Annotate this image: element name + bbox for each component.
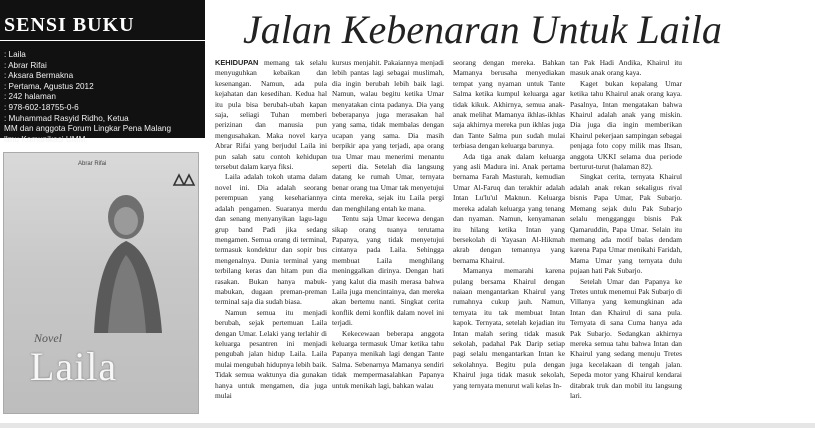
info-title: : Laila — [4, 50, 26, 59]
paragraph-text: memang tak selalu menyuguhkan kebaikan dan kesenangan. Namun, ada pula kejahatan dan kesedihan. Kedua hal itu pula bisa berubah-ubah kapan saja, seliagi Tuhan memberi perizinan dan manusia pun mengusahakan. Maka novel karya Abrar Rifai yang berjudul Laila ini pun salah satu contoh kehidupan tersebut dalam karya fiksi. — [215, 58, 327, 172]
page-bottom-edge — [0, 423, 815, 428]
sidebar-divider — [0, 40, 205, 41]
paragraph: Laila adalah tokoh utama dalam novel ini. Dia adalah seorang perempuan yang kesehariannya adalah pengamen. Suaranya merdu dan senang menyanyikan lagu-lagu grup band Padi jika sedang mengamen. Semua orang di terminal, termasuk kondektur dan sopir bus mengenalnya. Dunia terminal yang terbilang keras dan hitam pun dia rasakan. Bukan hanya mabuk-mabukan, dugaan preman-preman terminal saja dia sudah biasa. — [215, 172, 327, 307]
sidebar-title: SENSI BUKU — [4, 14, 135, 36]
paragraph: Ada tiga anak dalam keluarga yang asli Madura ini. Anak pertama bernama Farah Masturah, kemudian Umar Al-Faruq dan terakhir adalah Intan Lu'lu'ul Maknun. Keluarga mereka adalah keluarga yang tenang dan nyaman. Namun, kenyamanan itu hilang ketika Intan yang bersekolah di Yayasan Al-Hikmah akrab dengan temannya yang bernama Khairul. — [453, 151, 565, 265]
paragraph: kursus menjahit. Pakaiannya menjadi lebih pantas lagi sebagai muslimah, dia ingin berubah lebih baik lagi. Namun, walau begitu ketika Umar menyatakan cinta padanya. Dia yang beberapanya juga merasakan hal yang sama, tidak membalas dengan ucapan yang sama. Dia masih berpikir apa yang terjadi, apa orang tua Umar mau menerimi menantu seperti dia. Setelah dia langsung datang ke rumah Umar, ternyata benar orang tua Umar tak menyetujui cinta mereka, sejak itu Laila pergi dan menghilang entah ke mana. — [332, 58, 444, 213]
paragraph: Namun semua itu menjadi berubah, sejak pertemuan Laila dengan Umar. Lelaki yang terlahir di keluarga pesantren ini menjadi pengubah jalan hidup Laila. Laila mulai mengubah hidupnya lebih baik. Tidak semua waktunya dia gunakan hanya untuk mengamen, dia juga mulai — [215, 307, 327, 400]
paragraph: Singkat cerita, ternyata Khairul adalah anak rekan sekaligus rival bisnis Papa Umar, Pak Subarjo. Memang sejak dulu Pak Subarjo selalu mengganggu bisnis Pak Qamaruddin, Papa Umar. Selain itu memang ada motif balas dendam karena Papa Umar menikahi Faridah, Mama Umar yang ternyata dulu pujaan hati Pak Subarjo. — [570, 172, 682, 276]
info-reviewer-3: llmu Komunikasi UMM. — [4, 134, 88, 144]
info-reviewer-2: MM dan anggota Forum Lingkar Pena Malang — [4, 124, 172, 134]
info-reviewer-1: : Muhammad Rasyid Ridho, Ketua — [4, 113, 129, 123]
cover-author: Abrar Rifai — [78, 161, 107, 167]
cover-genre-label: Novel — [34, 331, 62, 345]
info-pages: : 242 halaman — [4, 92, 56, 102]
paragraph: Tentu saja Umar kecewa dengan sikap orang tuanya terutama Papanya, yang tidak menyetujui cintanya pada Laila. Sehingga membuat Laila menghilang meninggalkan dirinya. Dengan hati yang kalut dia masih merasa bahwa Laila juga mencintainya, dan mereka akan bertemu nanti. Singkat cerita konflik demi konflik dalam novel ini terjadi. — [332, 214, 444, 328]
paragraph: tan Pak Hadi Andika, Khairul itu masuk anak orang kaya. — [570, 58, 682, 78]
paragraph: Kaget bukan kepalang Umar ketika tahu Khairul anak orang kaya. Pasalnya, Intan mengatakan bahwa Khairul adalah anak yang miskin. Dia juga dia ingin memberikan Khairul pekerjaan sampingan sebagai penjaga foto copy milik mas Ihsan, anggota UKKI selama dua periode berturut-turut (halaman 82). — [570, 78, 682, 172]
book-cover-image — [3, 152, 199, 414]
paragraph: Kekecewaan beberapa anggota keluarga termasuk Umar ketika tahu Papanya menikah lagi dengan Tante Salma. Sebenarnya Mamanya sendiri tidak mempermasalahkan Papanya untuk menikah lagi, bahkan walau — [332, 328, 444, 390]
article-headline: Jalan Kebenaran Untuk Laila — [243, 7, 722, 52]
article-column-2 — [332, 58, 444, 391]
article-column-4 — [570, 58, 682, 401]
info-edition: : Pertama, Agustus 2012 — [4, 81, 94, 91]
info-author: : Abrar Rifai — [4, 60, 47, 70]
cover-figure-illustration — [64, 183, 184, 333]
paragraph: Mamanya memarahi karena pulang bersama Khairul dengan naiaan mengantarkan Khairul yang rumahnya cukup jauh. Namun, ternyata itu tak membuat Intan kapok. Ternyata, setelah kejadian itu Intan malah sering tidak masuk sekolah, padahal Pak Darip setiap pagi selalu mengantarkan Intan ke sekolahnya. Begitu pula dengan Khairul juga tidak masuk sekolah, yang ternyata menurut wali kelas In- — [453, 266, 565, 390]
paragraph — [215, 58, 327, 172]
book-info-panel — [0, 0, 205, 144]
paragraph: seorang dengan mereka. Bahkan Mamanya berusaha menyediakan tempat yang nyaman untuk Tante Salma ketika kumpul keluarga agar tidak kikuk. Akhirnya, semua anak-anak melihat Mamanya ikhlas-ikhlas saja akhirnya mereka pun ikhlas juga dan Tante Salma pun sudah mulai terbiasa dengan keluarga barunya. — [453, 58, 565, 151]
paragraph: Setelah Umar dan Papanya ke Tretes untuk menemui Pak Subarjo di Villanya yang kemungkinan ada Intan dan Khairul di sana pula. Ternyata di sana Cuma hanya ada Pak Subarjo. Sedangkan akhirnya mereka semua tahu bahwa Intan dan Khairul yang sedang menuju Tretes juga kecelakaan di tengah jalan. Sepeda motor yang Khairul kendarai ditabrak truk dan mobil itu langsung lari. — [570, 276, 682, 400]
book-info-list — [4, 50, 204, 145]
article-column-3 — [453, 58, 565, 391]
cover-title: Laila — [30, 344, 118, 389]
article-column-1 — [215, 58, 327, 401]
info-publisher: : Aksara Bermakna — [4, 71, 74, 81]
lead-word: KEHIDUPAN — [215, 58, 259, 67]
info-isbn: : 978-602-18755-0-6 — [4, 102, 79, 112]
